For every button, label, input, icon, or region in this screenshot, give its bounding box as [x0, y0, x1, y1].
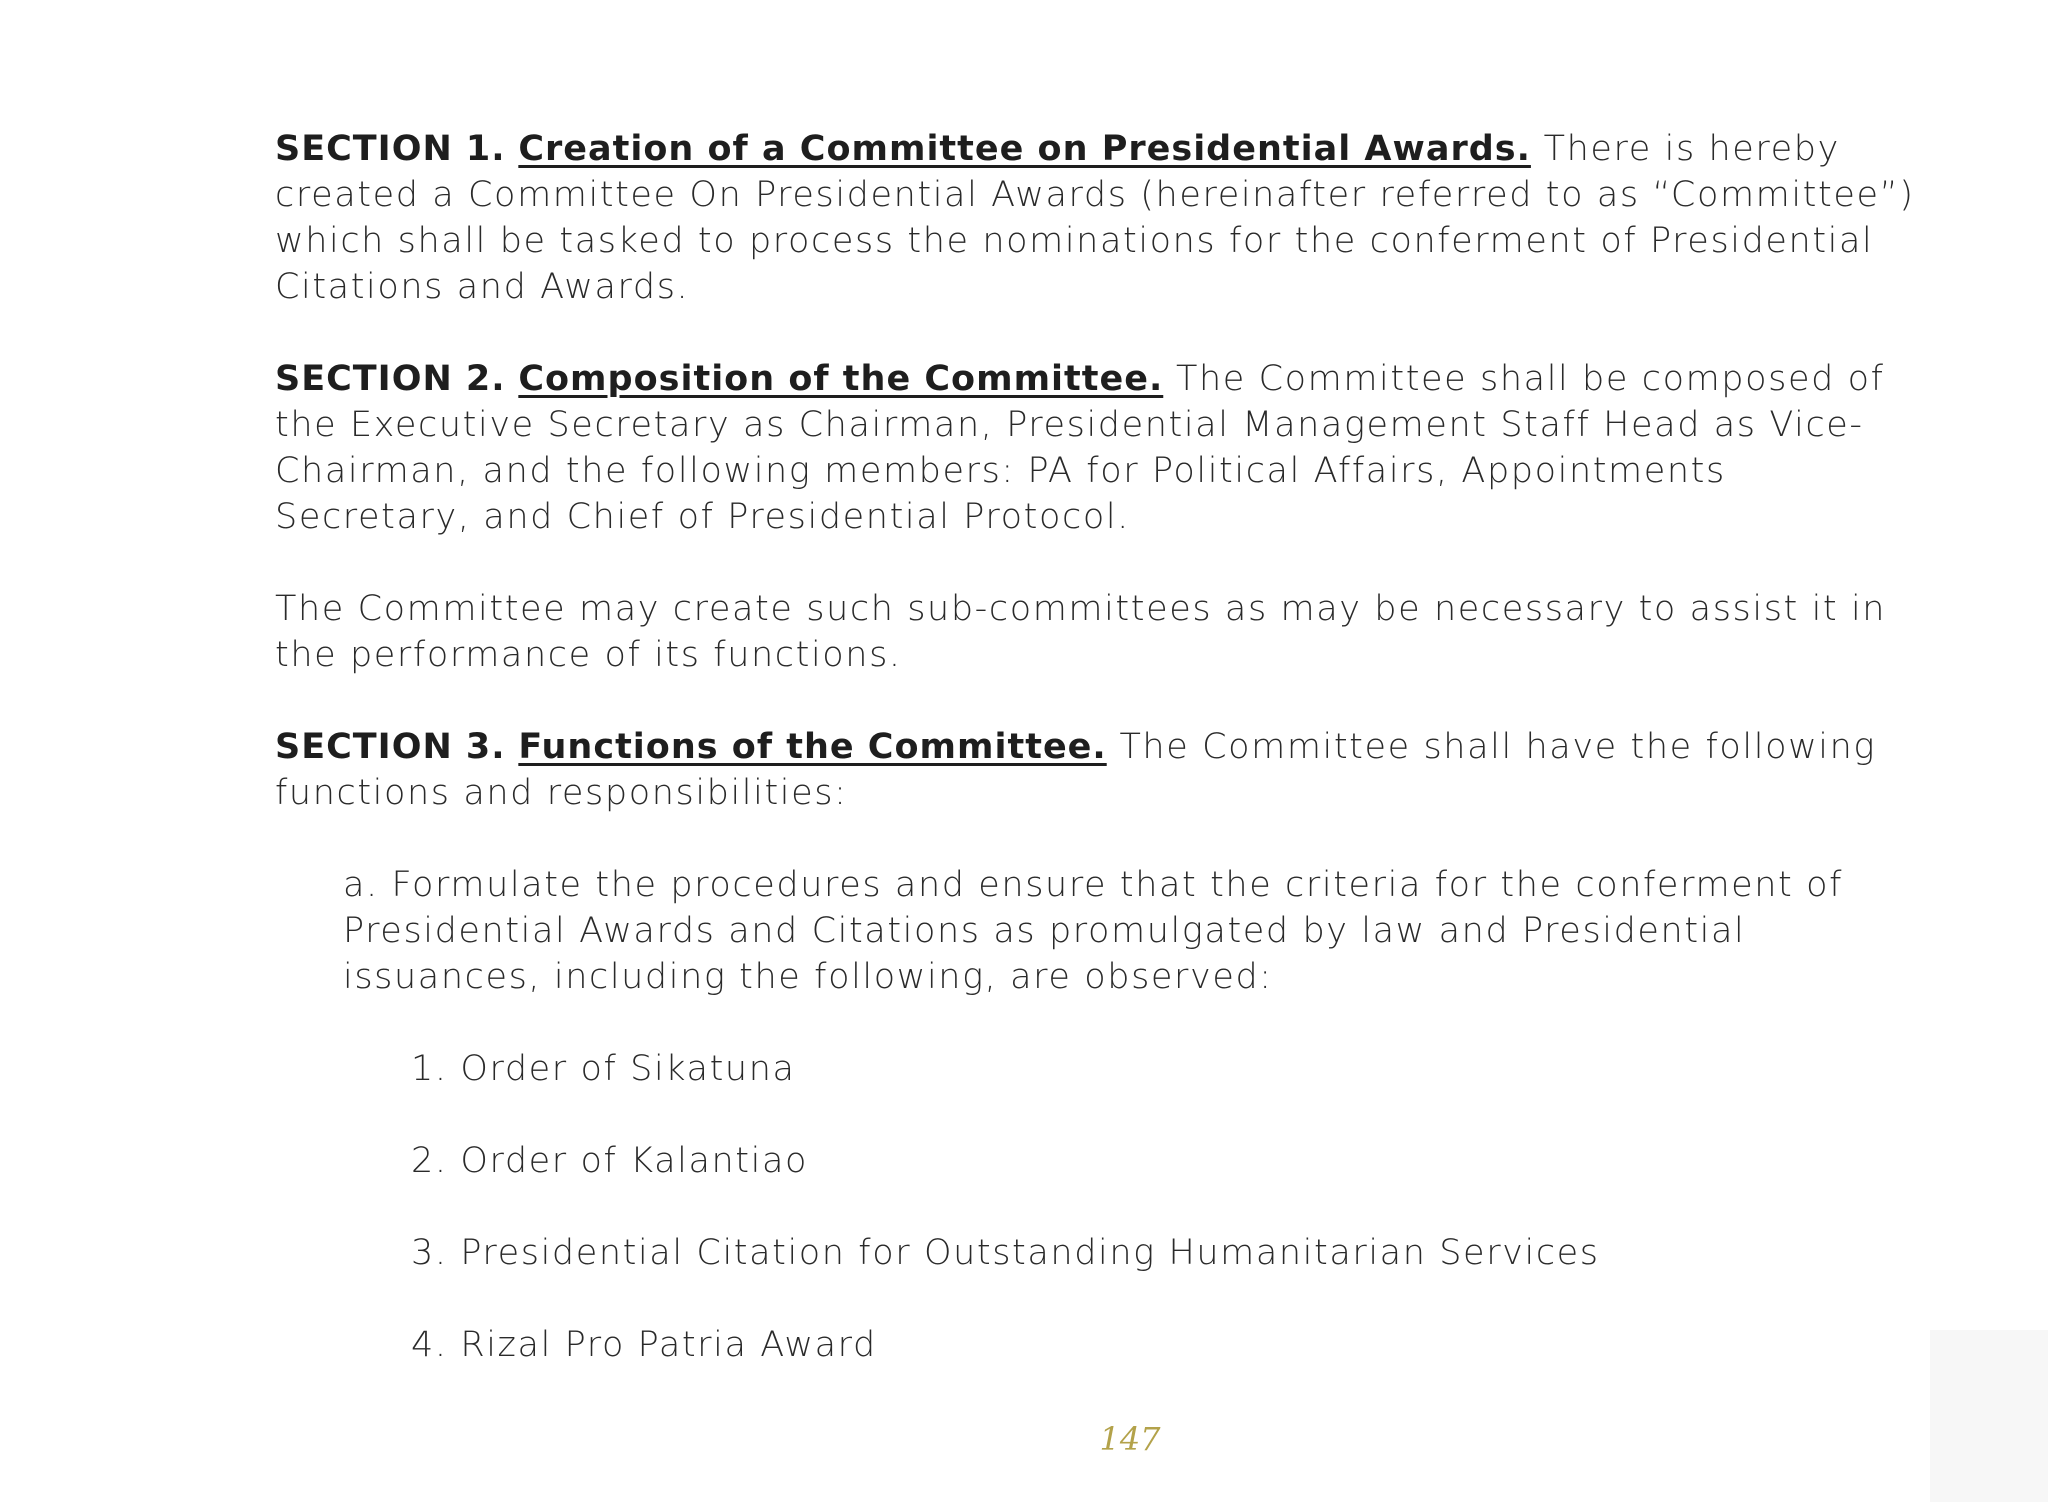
document-body: [275, 126, 1915, 1414]
award-list-item: 4. Rizal Pro Patria Award: [411, 1325, 877, 1365]
section-3-number: SECTION 3.: [275, 727, 506, 767]
award-list-item: 1. Order of Sikatuna: [411, 1049, 796, 1089]
section-2-number: SECTION 2.: [275, 359, 506, 399]
section-1-paragraph: [275, 126, 1915, 310]
section-1-title: Creation of a Committee on Presidential Awards.: [518, 129, 1531, 169]
section-1-number: SECTION 1.: [275, 129, 506, 169]
section-2-title: Composition of the Committee.: [518, 359, 1164, 399]
section-2-body: The Committee shall be composed of the Executive Secretary as Chairman, Presidential Management Staff Head as Vice-Chairman, and the following members: PA for Political Affairs, Appointments Secretary, and Chief of Presidential Protocol.: [275, 359, 1885, 537]
page-shadow: [1930, 1330, 2048, 1502]
section-1-body: There is hereby created a Committee On Presidential Awards (hereinafter referred to as “Committee”) which shall be tasked to process the nominations for the conferment of Presidential Citations and Awards.: [275, 129, 1915, 307]
function-item-a: a. Formulate the procedures and ensure that the criteria for the conferment of Presidential Awards and Citations as promulgated by law and Presidential issuances, including the following, are observed:: [343, 865, 1844, 997]
page-number: 147: [1099, 1420, 1161, 1458]
section-3-body: The Committee shall have the following functions and responsibilities:: [275, 727, 1877, 813]
section-2-subcommittee-paragraph: The Committee may create such sub-committees as may be necessary to assist it in the performance of its functions.: [275, 589, 1887, 675]
section-3-title: Functions of the Committee.: [518, 727, 1107, 767]
section-3-paragraph: [275, 724, 1915, 816]
award-list-item: 3. Presidential Citation for Outstanding Humanitarian Services: [411, 1233, 1600, 1273]
section-2-paragraph: [275, 356, 1915, 540]
award-list-item: 2. Order of Kalantiao: [411, 1141, 809, 1181]
